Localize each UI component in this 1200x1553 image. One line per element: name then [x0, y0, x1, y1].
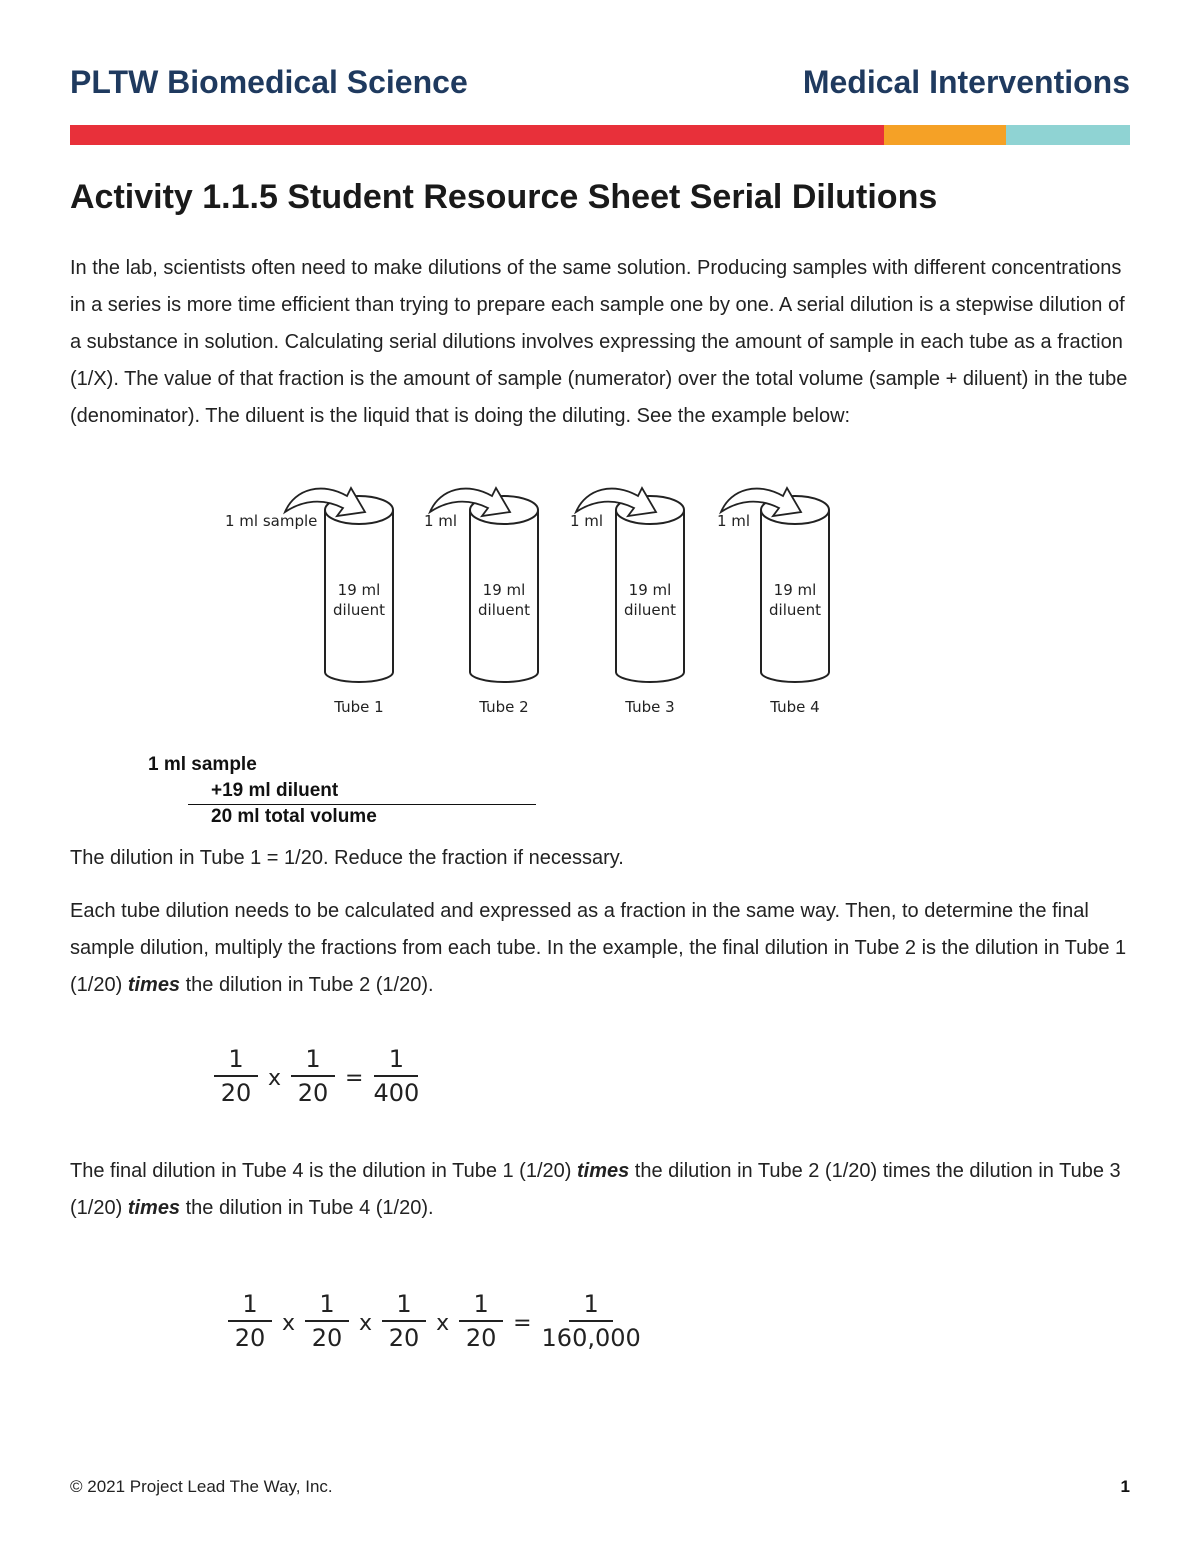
tube-content-line2: diluent	[624, 601, 676, 619]
calc-sample-line: 1 ml sample	[148, 754, 257, 775]
header-course-name: PLTW Biomedical Science	[70, 64, 468, 100]
equals-symbol: =	[513, 1310, 532, 1336]
fraction: $\frac{1}{20}$	[291, 1045, 335, 1107]
equals-symbol: =	[345, 1065, 364, 1091]
tube4-explanation-paragraph	[70, 1153, 1132, 1227]
tube1-dilution-text: The dilution in Tube 1 = 1/20. Reduce the fraction if necessary.	[70, 847, 624, 869]
emphasis-times: times	[576, 1160, 630, 1182]
times-symbol: x	[436, 1310, 450, 1336]
tube-input-label: 1 ml sample	[225, 512, 318, 530]
footer-copyright: © 2021 Project Lead The Way, Inc.	[70, 1477, 333, 1496]
header-bar-orange	[884, 125, 1006, 145]
emphasis-times: times	[127, 1197, 181, 1219]
tube-content-line1: 19 ml	[482, 581, 526, 599]
header-unit-name: Medical Interventions	[802, 64, 1130, 100]
text-run: the dilution in Tube 2 (1/20).	[180, 974, 434, 996]
header-bar-teal	[1006, 125, 1130, 145]
tube-label: Tube 3	[625, 698, 675, 716]
serial-dilution-diagram	[210, 482, 850, 722]
fraction: $\frac{1}{20}$	[214, 1045, 258, 1107]
tube-3	[570, 488, 684, 716]
page-title: Activity 1.1.5 Student Resource Sheet Serial Dilutions	[70, 178, 938, 216]
tube-content-line2: diluent	[333, 601, 385, 619]
fraction: $\frac{1}{20}$	[459, 1290, 503, 1352]
calc-diluent-line: +19 ml diluent	[211, 780, 339, 801]
footer-page-number: 1	[1120, 1477, 1130, 1496]
multiply-explanation-paragraph	[70, 893, 1132, 1004]
header-bar-red	[70, 125, 884, 145]
tube-input-label: 1 ml	[717, 512, 751, 530]
tube-4	[717, 488, 829, 716]
times-symbol: x	[268, 1065, 282, 1091]
tube-label: Tube 1	[334, 698, 384, 716]
equation-tube2	[214, 1045, 419, 1107]
tube-content-line1: 19 ml	[773, 581, 817, 599]
tube-label: Tube 2	[479, 698, 529, 716]
text-run: Each tube dilution needs to be calculated and expressed as a fraction in the same way. Then, to determine the final sample dilution, multiply the fractions from each tube. In the example, the final dilution in Tube 2 is the dilution in Tube 1 (1/20)	[70, 900, 1127, 996]
emphasis-times: times	[127, 974, 181, 996]
fraction: $\frac{1}{20}$	[305, 1290, 349, 1352]
fraction: $\frac{1}{20}$	[228, 1290, 272, 1352]
tube-input-label: 1 ml	[424, 512, 458, 530]
times-symbol: x	[282, 1310, 296, 1336]
tube-1	[225, 488, 393, 716]
tube-content-line2: diluent	[478, 601, 530, 619]
tube-content-line2: diluent	[769, 601, 821, 619]
times-symbol: x	[359, 1310, 373, 1336]
fraction: $\frac{1}{20}$	[382, 1290, 426, 1352]
calc-total-line: 20 ml total volume	[211, 806, 377, 827]
tube-content-line1: 19 ml	[628, 581, 672, 599]
text-run: The final dilution in Tube 4 is the dilution in Tube 1 (1/20)	[70, 1160, 577, 1182]
tube-label: Tube 4	[770, 698, 820, 716]
intro-paragraph: In the lab, scientists often need to make dilutions of the same solution. Producing samples with different concentrations in a series is more time efficient than trying to prepare each sample one by one. A serial dilution is a stepwise dilution of a substance in solution. Calculating serial dilutions involves expressing the amount of sample in each tube as a fraction (1/X). The value of that fraction is the amount of sample (numerator) over the total volume (sample + diluent) in the tube (denominator). The diluent is the liquid that is doing the diluting. See the example below:	[70, 257, 1128, 427]
tube-content-line1: 19 ml	[337, 581, 381, 599]
tube-input-label: 1 ml	[570, 512, 604, 530]
tube-2	[424, 488, 538, 716]
result-fraction: $\frac{1}{400}$	[373, 1045, 420, 1107]
result-fraction: $\frac{1}{160,000}$	[541, 1290, 641, 1352]
equation-tube4	[228, 1290, 641, 1352]
text-run: the dilution in Tube 4 (1/20).	[180, 1197, 434, 1219]
text-run: the dilution in Tube 2 (1/20) times the dilution in Tube 3 (1/20)	[70, 1160, 1121, 1219]
